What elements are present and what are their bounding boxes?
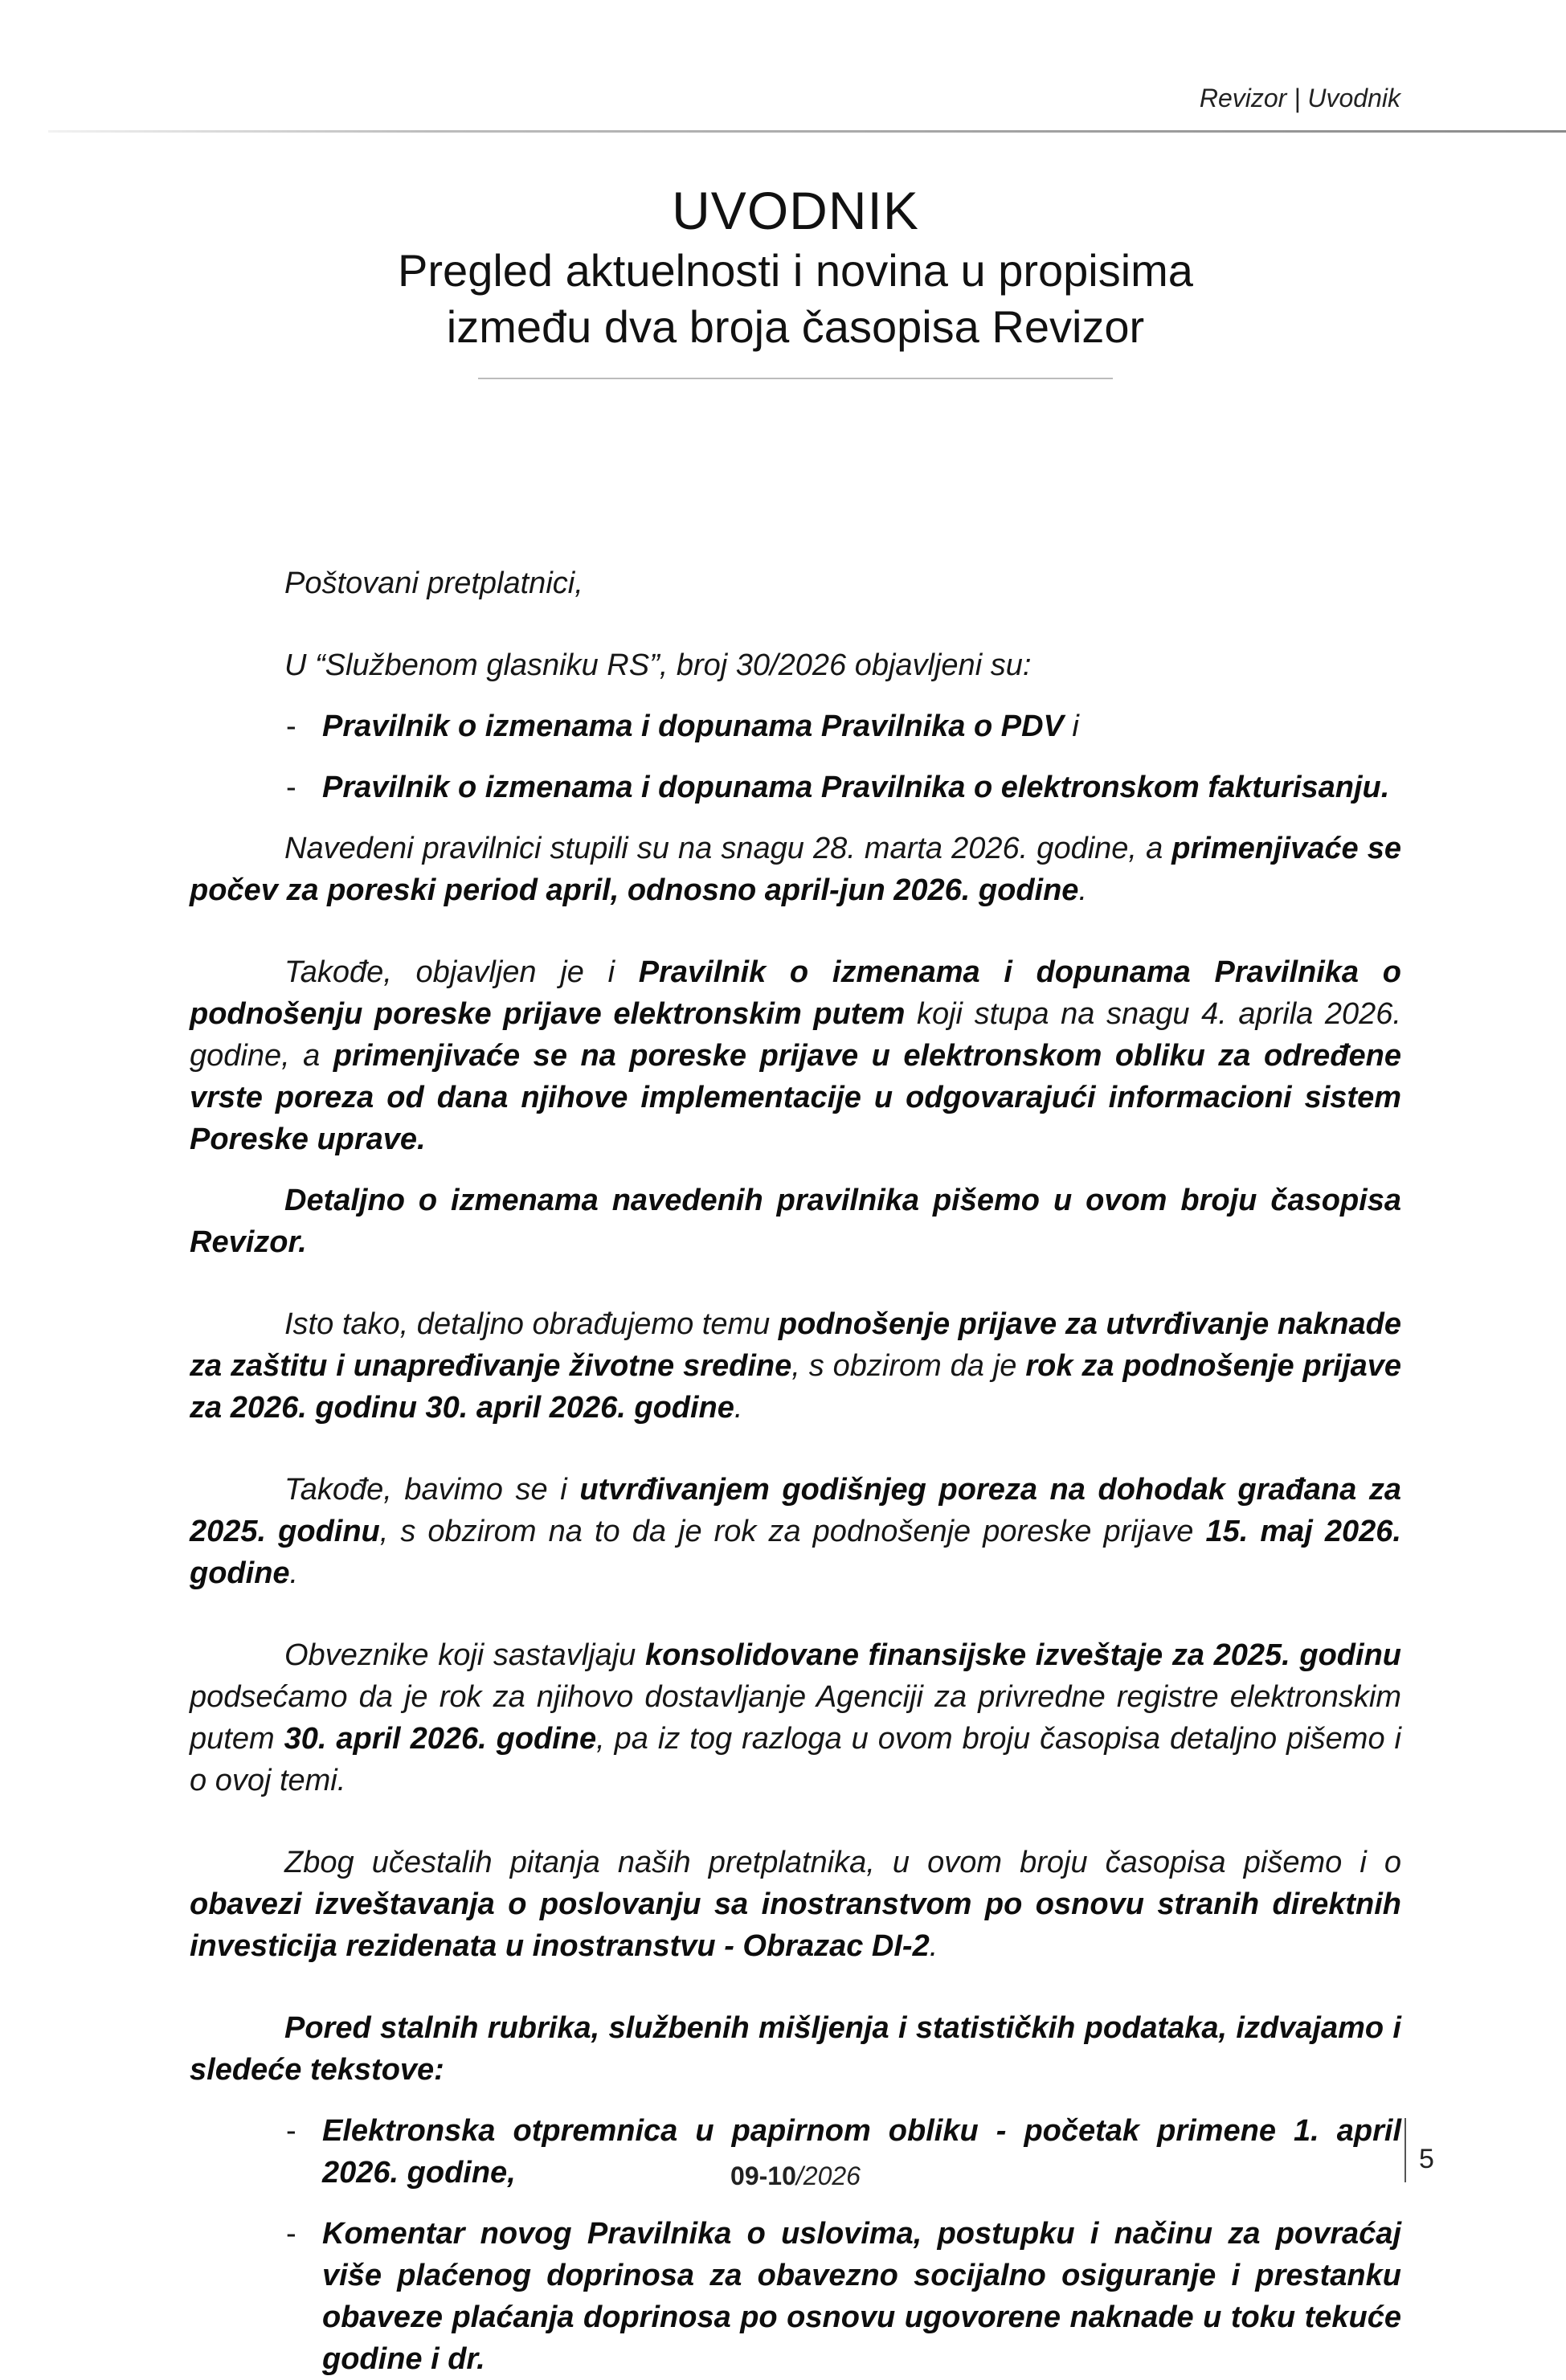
- text-run: Isto tako, detaljno obrađujemo temu: [284, 1307, 779, 1341]
- list-item: [286, 705, 1401, 747]
- text-run: Zbog učestalih pitanja naših pretplatnika, u ovom broju časopisa pišemo i o: [284, 1846, 1401, 1879]
- text-run-bold: primenjivaće se na poreske prijave u elektronskom obliku za određene vrste poreza od dana njihove implementacije u odgovarajući informacioni sistem Poreske uprave.: [190, 1039, 1401, 1156]
- paragraph: [190, 1842, 1401, 1967]
- list-item-bold: Komentar novog Pravilnika o uslovima, postupku i načinu za povraćaj više plaćenog doprinosa za obavezno socijalno osiguranje i prestanku obaveze plaćanja doprinosa po osnovu ugovorene naknade u toku tekuće godine i dr.: [322, 2217, 1401, 2376]
- list-item: [286, 2213, 1401, 2380]
- issue-year: /2026: [795, 2161, 861, 2190]
- text-run: .: [929, 1929, 938, 1963]
- paragraph-intro: U “Službenom glasniku RS”, broj 30/2026 objavljeni su:: [284, 648, 1032, 682]
- text-run: Obveznike koji sastavljaju: [284, 1638, 645, 1672]
- article-body: [190, 562, 1401, 2380]
- text-run: Takođe, bavimo se i: [284, 1473, 580, 1507]
- paragraph: [190, 828, 1401, 911]
- text-run: koji stupa na snagu 4. aprila 2026. godine, a: [190, 997, 1401, 1073]
- dash-marker: -: [286, 710, 296, 743]
- page-subtitle-line-1: Pregled aktuelnosti i novina u propisima: [398, 245, 1193, 296]
- list-item-tail: i: [1063, 710, 1079, 743]
- text-run: , s obzirom da je: [791, 1349, 1026, 1383]
- running-head: Revizor | Uvodnik: [1199, 84, 1400, 112]
- text-run-bold: utvrđivanjem godišnjeg poreza na dohodak građana za 2025. godinu: [190, 1473, 1402, 1548]
- featured-articles-list: [190, 2110, 1401, 2380]
- title-block: [0, 178, 1566, 355]
- dash-marker: -: [286, 2217, 296, 2251]
- regulations-list: [190, 705, 1401, 808]
- footer-issue: [0, 2161, 1566, 2191]
- paragraph: [190, 1469, 1401, 1594]
- text-run: , s obzirom na to da je rok za podnošenje poreske prijave: [379, 1515, 1206, 1548]
- text-run: .: [289, 1556, 299, 1590]
- dash-marker: -: [286, 2114, 296, 2148]
- page-number-separator: [1404, 2118, 1406, 2182]
- text-run-bold: rok za podnošenje prijave za 2026. godinu 30. april 2026. godine: [190, 1349, 1402, 1425]
- page-subtitle-line-2: između dva broja časopisa Revizor: [446, 301, 1145, 352]
- paragraph: [190, 1180, 1401, 1263]
- paragraph: [190, 2007, 1401, 2091]
- text-run: podsećamo da je rok za njihovo dostavljanje Agenciji za privredne registre elektronskim putem: [190, 1680, 1401, 1756]
- text-run-bold: 30. april 2026. godine: [284, 1722, 597, 1756]
- text-run-bold: primenjivaće se počev za poreski period april, odnosno april-jun 2026. godine: [190, 832, 1401, 907]
- text-run-bold: Pored stalnih rubrika, službenih mišljenja i statističkih podataka, izdvajamo i sledeće tekstove:: [190, 2011, 1401, 2087]
- issue-number: 09-10: [730, 2161, 796, 2190]
- text-run-bold: 15. maj 2026. godine: [190, 1515, 1401, 1590]
- text-run: .: [734, 1391, 743, 1425]
- page-number: 5: [1419, 2144, 1434, 2174]
- paragraph: [190, 1634, 1401, 1801]
- text-run: Takođe, objavljen je i: [284, 955, 639, 989]
- text-run-bold: podnošenje prijave za utvrđivanje naknade za zaštitu i unapređivanje životne sredine: [190, 1307, 1401, 1383]
- text-run: Navedeni pravilnici stupili su na snagu 28. marta 2026. godine, a: [284, 832, 1172, 865]
- text-run: , pa iz tog razloga u ovom broju časopisa detaljno pišemo i o ovoj temi.: [190, 1722, 1401, 1797]
- paragraph: [190, 951, 1401, 1160]
- salutation: Poštovani pretplatnici,: [284, 566, 583, 600]
- title-rule: [478, 378, 1113, 379]
- header-rule: [48, 130, 1566, 133]
- page-title: UVODNIK: [672, 181, 919, 240]
- list-item-bold: Pravilnik o izmenama i dopunama Pravilnika o elektronskom fakturisanju.: [322, 771, 1390, 804]
- paragraph: [190, 1303, 1401, 1429]
- dash-marker: -: [286, 771, 296, 804]
- list-item: [286, 767, 1401, 808]
- list-item-bold: Pravilnik o izmenama i dopunama Pravilnika o PDV: [322, 710, 1064, 743]
- text-run-bold: Detaljno o izmenama navedenih pravilnika pišemo u ovom broju časopisa Revizor.: [190, 1184, 1401, 1259]
- text-run: .: [1078, 873, 1087, 907]
- text-run-bold: konsolidovane finansijske izveštaje za 2025. godinu: [644, 1638, 1401, 1672]
- text-run-bold: Pravilnik o izmenama i dopunama Pravilnika o podnošenju poreske prijave elektronskim putem: [190, 955, 1402, 1031]
- list-item-bold: Elektronska otpremnica u papirnom obliku - početak primene 1. april 2026. godine,: [322, 2114, 1401, 2190]
- text-run-bold: obavezi izveštavanja o poslovanju sa inostranstvom po osnovu stranih direktnih investicija rezidenata u inostranstvu - Obrazac DI-2: [190, 1887, 1401, 1963]
